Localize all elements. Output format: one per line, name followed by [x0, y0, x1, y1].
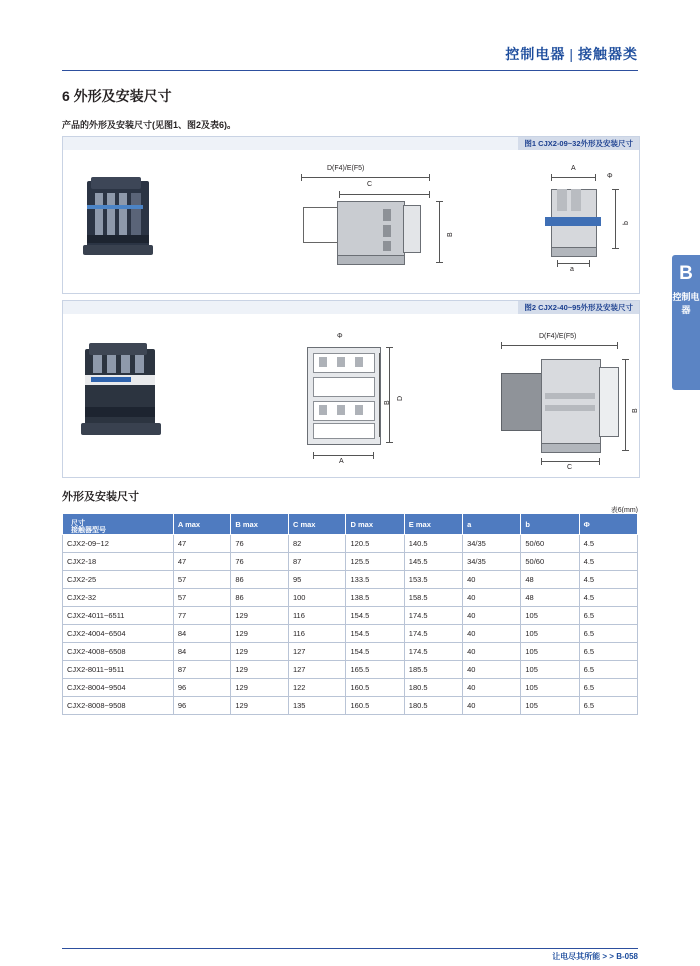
cell-c-max: 116: [288, 607, 346, 625]
cell-a-max: 47: [173, 553, 231, 571]
cell-b-max: 76: [231, 535, 289, 553]
cell-e-max: 174.5: [404, 643, 462, 661]
table-row: [63, 625, 638, 643]
cell-a-max: 84: [173, 643, 231, 661]
header-title-sub: 接触器类: [578, 46, 638, 62]
section-tab-text: 控制电器: [672, 292, 700, 315]
page-title: 6 外形及安装尺寸: [62, 88, 172, 104]
cell-phi: 4.5: [579, 535, 637, 553]
footer-text: 让电尽其所能 > > B-058: [552, 952, 638, 961]
table-row: [63, 589, 638, 607]
cell-model: CJX2-32: [63, 589, 174, 607]
table-header-row: [63, 514, 638, 535]
cell-model: CJX2-8011~9511: [63, 661, 174, 679]
cell-b: 105: [521, 661, 579, 679]
column-header-b-max: B max: [231, 514, 289, 535]
cell-c-max: 87: [288, 553, 346, 571]
cell-b-max: 76: [231, 553, 289, 571]
figure-1-label-b: B: [447, 232, 454, 237]
cell-model: CJX2-4008~6508: [63, 643, 174, 661]
cell-b-max: 129: [231, 607, 289, 625]
cell-b-max: 129: [231, 679, 289, 697]
cell-phi: 6.5: [579, 679, 637, 697]
table-corner-bottom: 接触器型号: [71, 527, 106, 534]
cell-a: 40: [463, 589, 521, 607]
table-row: [63, 679, 638, 697]
figure-2-label-b: B: [384, 400, 391, 405]
cell-b: 105: [521, 697, 579, 715]
cell-a: 34/35: [463, 535, 521, 553]
figure-2-label-b-right: B: [632, 408, 639, 413]
cell-phi: 6.5: [579, 607, 637, 625]
figure-1-label-a: A: [571, 165, 576, 172]
column-header-phi: Φ: [579, 514, 637, 535]
cell-e-max: 153.5: [404, 571, 462, 589]
cell-d-max: 165.5: [346, 661, 404, 679]
cell-phi: 6.5: [579, 697, 637, 715]
cell-e-max: 180.5: [404, 697, 462, 715]
figure-2-label-a: A: [339, 458, 344, 465]
cell-c-max: 135: [288, 697, 346, 715]
cell-b-max: 86: [231, 589, 289, 607]
cell-a: 40: [463, 679, 521, 697]
cell-model: CJX2-09~12: [63, 535, 174, 553]
column-header-a-max: A max: [173, 514, 231, 535]
table-row: [63, 697, 638, 715]
dimensions-table: [62, 513, 638, 715]
cell-e-max: 145.5: [404, 553, 462, 571]
cell-e-max: 174.5: [404, 607, 462, 625]
figure-1-caption: 图1 CJX2-09~32外形及安装尺寸: [518, 137, 639, 150]
column-header-a: a: [463, 514, 521, 535]
cell-a-max: 57: [173, 589, 231, 607]
cell-phi: 6.5: [579, 625, 637, 643]
footer-divider: [62, 948, 638, 949]
cell-c-max: 127: [288, 661, 346, 679]
cell-d-max: 154.5: [346, 643, 404, 661]
figure-2-side-view-drawing: [483, 333, 639, 471]
cell-b-max: 129: [231, 661, 289, 679]
cell-d-max: 133.5: [346, 571, 404, 589]
figure-1-label-b-lower: b: [623, 221, 630, 225]
figure-1-label-d-e: D(F4)/E(F5): [327, 165, 365, 172]
table-row: [63, 535, 638, 553]
figure-1-label-c: C: [367, 181, 373, 188]
table-row: [63, 661, 638, 679]
figure-1-front-view-drawing: [533, 165, 653, 283]
cell-b: 105: [521, 625, 579, 643]
cell-model: CJX2-18: [63, 553, 174, 571]
cell-e-max: 174.5: [404, 625, 462, 643]
cell-a: 40: [463, 607, 521, 625]
cell-a: 34/35: [463, 553, 521, 571]
cell-a-max: 47: [173, 535, 231, 553]
cell-a: 40: [463, 661, 521, 679]
cell-d-max: 138.5: [346, 589, 404, 607]
cell-phi: 6.5: [579, 661, 637, 679]
cell-a-max: 77: [173, 607, 231, 625]
cell-a: 40: [463, 625, 521, 643]
cell-b-max: 86: [231, 571, 289, 589]
cell-e-max: 185.5: [404, 661, 462, 679]
cell-c-max: 116: [288, 625, 346, 643]
figure-2: [62, 300, 640, 478]
cell-a-max: 87: [173, 661, 231, 679]
cell-c-max: 122: [288, 679, 346, 697]
column-header-e-max: E max: [404, 514, 462, 535]
column-header-b: b: [521, 514, 579, 535]
cell-b: 105: [521, 679, 579, 697]
figure-1-label-a-lower: a: [570, 266, 574, 273]
cell-model: CJX2-25: [63, 571, 174, 589]
column-header-c-max: C max: [288, 514, 346, 535]
cell-a: 40: [463, 571, 521, 589]
figure-2-label-phi: Φ: [337, 333, 343, 340]
table-corner-header: [63, 514, 174, 535]
cell-e-max: 140.5: [404, 535, 462, 553]
header-title-main: 控制电器: [505, 46, 566, 62]
cell-model: CJX2-4004~6504: [63, 625, 174, 643]
cell-b: 50/60: [521, 553, 579, 571]
table-row: [63, 643, 638, 661]
section-tab-letter: B: [679, 263, 693, 284]
cell-model: CJX2-8008~9508: [63, 697, 174, 715]
cell-phi: 4.5: [579, 571, 637, 589]
figure-1-product-photo: [81, 175, 167, 261]
cell-phi: 4.5: [579, 553, 637, 571]
figure-1: [62, 136, 640, 294]
column-header-d-max: D max: [346, 514, 404, 535]
cell-model: CJX2-4011~6511: [63, 607, 174, 625]
cell-c-max: 95: [288, 571, 346, 589]
cell-phi: 6.5: [579, 643, 637, 661]
cell-d-max: 154.5: [346, 625, 404, 643]
cell-b-max: 129: [231, 643, 289, 661]
cell-c-max: 82: [288, 535, 346, 553]
figure-2-top-view-drawing: [293, 333, 413, 469]
cell-a-max: 96: [173, 679, 231, 697]
table-row: [63, 571, 638, 589]
cell-a: 40: [463, 643, 521, 661]
table-unit-note: 表6(mm): [610, 507, 638, 514]
cell-b: 48: [521, 589, 579, 607]
cell-e-max: 158.5: [404, 589, 462, 607]
table-row: [63, 553, 638, 571]
figure-2-label-d: D: [397, 395, 404, 401]
figure-2-label-d-e: D(F4)/E(F5): [539, 333, 577, 340]
cell-b: 48: [521, 571, 579, 589]
cell-phi: 4.5: [579, 589, 637, 607]
header-title: [505, 44, 638, 64]
table-corner-top: 尺寸: [71, 520, 85, 527]
cell-c-max: 127: [288, 643, 346, 661]
cell-model: CJX2-8004~9504: [63, 679, 174, 697]
cell-a-max: 84: [173, 625, 231, 643]
cell-a: 40: [463, 697, 521, 715]
cell-e-max: 180.5: [404, 679, 462, 697]
section-lead-text: 产品的外形及安装尺寸(见图1、图2及表6)。: [62, 120, 237, 130]
cell-d-max: 154.5: [346, 607, 404, 625]
cell-d-max: 160.5: [346, 679, 404, 697]
table-title: 外形及安装尺寸: [62, 491, 139, 503]
cell-b: 105: [521, 607, 579, 625]
figure-2-caption: 图2 CJX2-40~95外形及安装尺寸: [518, 301, 639, 314]
cell-a-max: 96: [173, 697, 231, 715]
header-title-separator: |: [569, 46, 574, 62]
cell-b-max: 129: [231, 697, 289, 715]
cell-c-max: 100: [288, 589, 346, 607]
figure-1-label-phi: Φ: [607, 173, 613, 180]
cell-b: 105: [521, 643, 579, 661]
cell-a-max: 57: [173, 571, 231, 589]
page-header: [0, 0, 700, 78]
table-row: [63, 607, 638, 625]
cell-d-max: 125.5: [346, 553, 404, 571]
section-tab-b: [672, 255, 700, 390]
header-divider: [62, 70, 638, 71]
cell-d-max: 120.5: [346, 535, 404, 553]
figure-2-product-photo: [77, 341, 173, 441]
cell-b: 50/60: [521, 535, 579, 553]
figure-1-side-view-drawing: [293, 165, 453, 283]
figure-2-label-c: C: [567, 464, 573, 471]
cell-b-max: 129: [231, 625, 289, 643]
cell-d-max: 160.5: [346, 697, 404, 715]
